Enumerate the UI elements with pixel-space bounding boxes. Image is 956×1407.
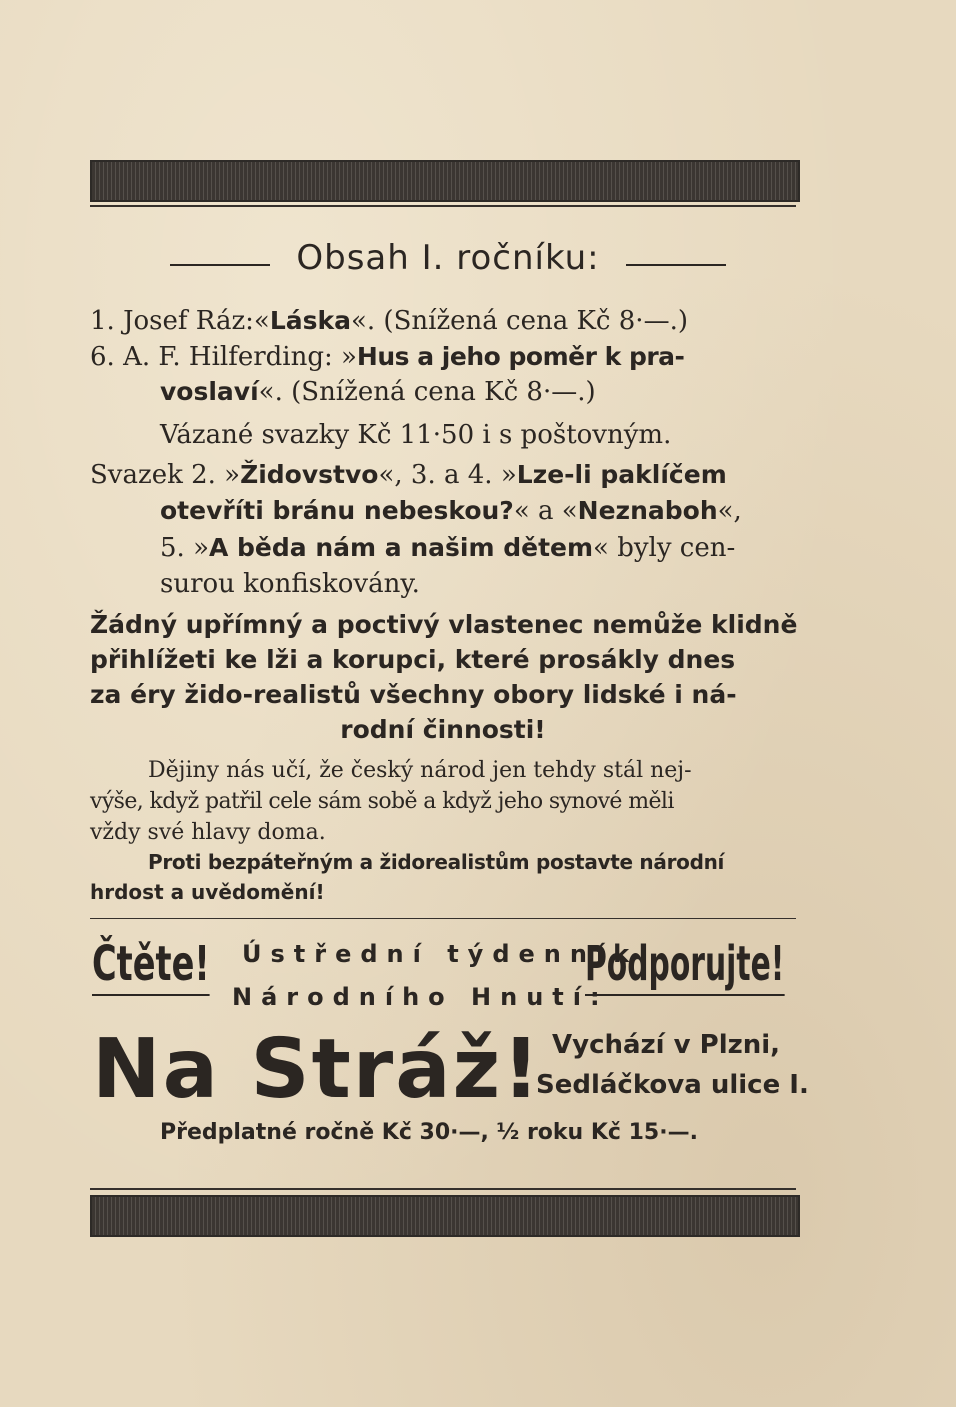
read-label: Čtěte! (92, 936, 210, 996)
volume-3-4-label: «, 3. a 4. » (378, 460, 517, 490)
history-line-2: výše, když patřil cele sám sobě a když jeho synové měli (90, 789, 674, 814)
volume-5 (160, 533, 735, 563)
entry-6-author: 6. A. F. Hilferding: » (90, 342, 357, 372)
appeal-line-4: rodní činnosti! (340, 715, 546, 744)
appeal-line-1: Žádný upřímný a poctivý vlastenec nemůže klidně (90, 610, 798, 639)
call-line-2: hrdost a uvědomění! (90, 880, 325, 904)
publish-place-2: Sedláčkova ulice I. (536, 1070, 809, 1100)
volume-3-4-cont (160, 496, 742, 526)
volume-neznaboh-title: Neznaboh (577, 496, 718, 525)
top-divider (90, 205, 796, 207)
entry-6-title-cont: voslaví (160, 377, 259, 406)
volume-2-label: Svazek 2. » (90, 460, 241, 490)
top-ornament-band (90, 160, 800, 202)
publish-place-1: Vychází v Plzni, (552, 1030, 781, 1060)
entry-1-title: Láska (269, 306, 351, 335)
volume-neznaboh-tail: «, (717, 496, 742, 526)
entry-6-title: Hus a jeho poměr k pra- (356, 342, 685, 371)
entry-6-cont (160, 377, 596, 407)
contents-heading (140, 238, 756, 278)
bottom-ornament-band (90, 1195, 800, 1237)
volume-5-title: A běda nám a našim dětem (208, 533, 594, 562)
volume-5-label: 5. » (160, 533, 209, 563)
volume-2 (90, 460, 727, 490)
entry-6-price: «. (Snížená cena Kč 8·—.) (258, 377, 596, 407)
entry-1-price: «. (Snížená cena Kč 8·—.) (351, 306, 688, 336)
support-label: Podporujte! (585, 936, 784, 996)
entry-1 (90, 306, 688, 336)
contents-heading-text: Obsah I. ročníku: (296, 238, 600, 278)
ad-divider (90, 918, 796, 919)
volume-separator: « a « (513, 496, 578, 526)
bottom-divider (90, 1188, 796, 1190)
history-line-3: vždy své hlavy doma. (90, 820, 326, 845)
weekly-line-2: Národního Hnutí: (232, 983, 609, 1011)
weekly-line-1: Ústřední týdenník (242, 940, 639, 968)
history-line-1: Dějiny nás učí, že český národ jen tehdy stál nej- (148, 758, 692, 783)
bound-volumes: Vázané svazky Kč 11·50 i s poštovným. (160, 420, 672, 450)
volume-3-4-title: Lze-li paklíčem (516, 460, 727, 489)
volume-2-title: Židovstvo (240, 460, 379, 489)
entry-1-author: 1. Josef Ráz:« (90, 306, 270, 336)
volume-5-censored: « byly cen- (593, 533, 736, 563)
newspaper-title: Na Stráž! (92, 1022, 542, 1117)
subscription-price: Předplatné ročně Kč 30·—, ½ roku Kč 15·—. (160, 1120, 698, 1145)
appeal-line-2: přihlížeti ke lži a korupci, které prosákly dnes (90, 645, 736, 674)
appeal-line-3: za éry žido-realistů všechny obory lidské i ná- (90, 680, 737, 709)
volume-5-cont: surou konfiskovány. (160, 569, 420, 599)
entry-6 (90, 342, 684, 372)
call-line-1: Proti bezpáteřným a židorealistům postavte národní (148, 850, 725, 874)
volume-3-4-title-cont: otevříti bránu nebeskou? (160, 496, 514, 525)
